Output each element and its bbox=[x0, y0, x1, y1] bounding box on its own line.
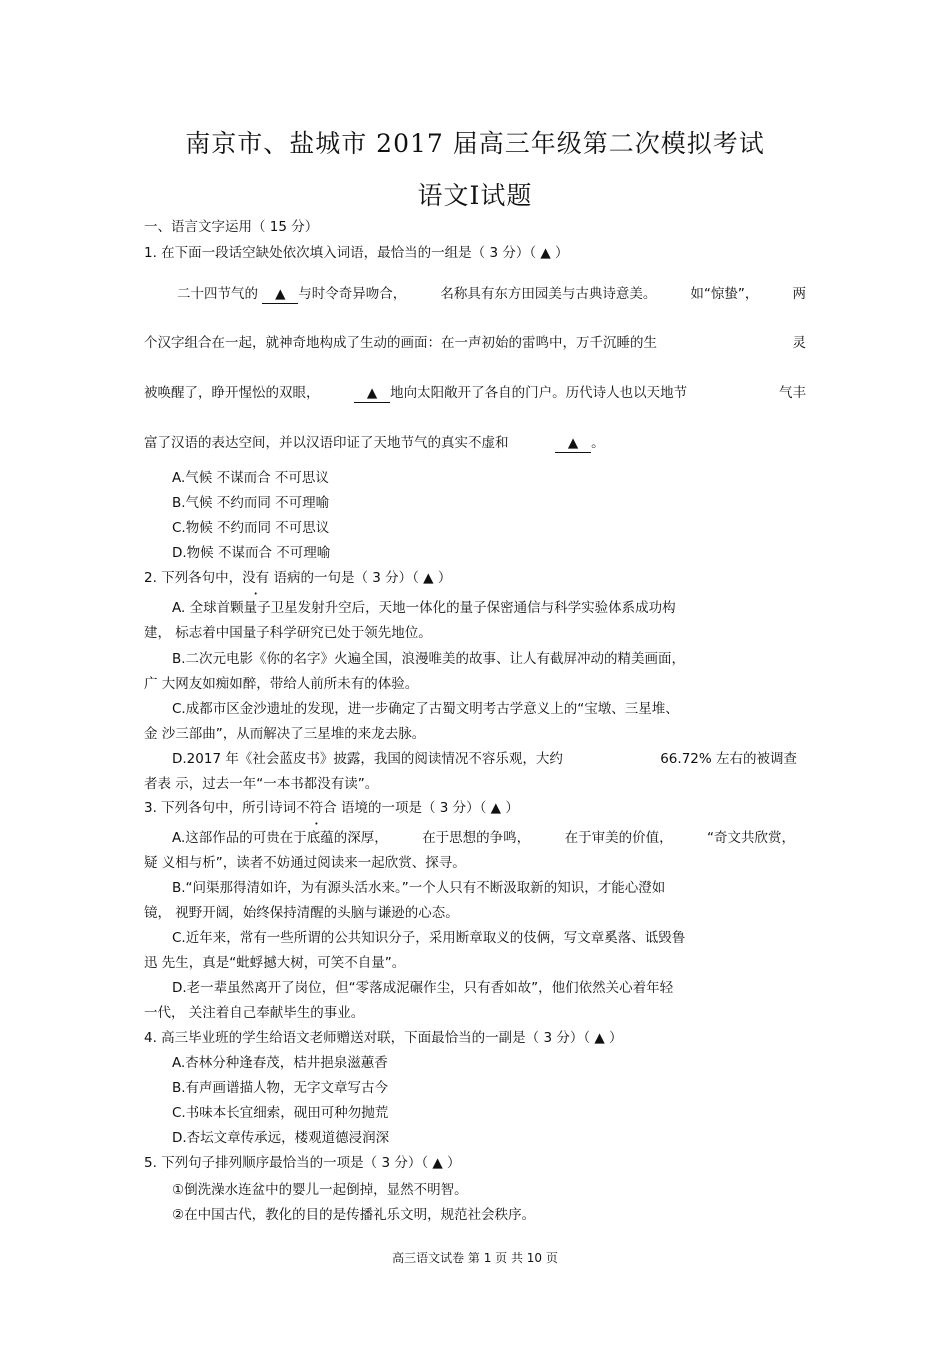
q3-option-d-line-1: D.老一辈虽然离开了岗位，但“零落成泥碾作尘，只有香如故”，他们依然关心着年轻 bbox=[172, 980, 674, 996]
page-footer: 高三语文试卷 第 1 页 共 10 页 bbox=[392, 1251, 558, 1265]
q4-option-b: B.有声画谱描人物，无字文章写古今 bbox=[172, 1080, 389, 1096]
q2-option-b-line-2: 广 大网友如痴如醉，带给人前所未有的体验。 bbox=[144, 676, 419, 692]
q5-sentence-2: ②在中国古代，教化的目的是传播礼乐文明，规范社会秩序。 bbox=[172, 1207, 536, 1223]
q2-option-a-line-1: A. 全球首颗量子卫星发射升空后，天地一体化的量子保密通信与科学实验体系成功构 bbox=[172, 600, 676, 616]
q4-option-d: D.杏坛文章传承远，楼观道德浸润深 bbox=[172, 1130, 390, 1146]
q1-text: 二十四节气的 bbox=[177, 286, 258, 302]
answer-blank-2: ▲ bbox=[354, 384, 390, 403]
q1-text: 富了汉语的表达空间，并以汉语印证了天地节气的真实不虚和 bbox=[144, 435, 509, 451]
q3-text: “奇文共欣赏， bbox=[706, 830, 795, 846]
answer-blank-3: ▲ bbox=[555, 434, 591, 453]
q1-text: 如“惊蛰”， bbox=[690, 286, 759, 302]
q2-option-c-line-1: C.成都市区金沙遗址的发现，进一步确定了古蜀文明考古学意义上的“宝墩、三星堆、 bbox=[172, 701, 679, 717]
q1-text: 被唤醒了，睁开惺忪的双眼， bbox=[144, 385, 320, 401]
q2-text: 66.72% 左右的被调查 bbox=[660, 751, 797, 767]
q1-text: 个汉字组合在一起，就神奇地构成了生动的画面：在一声初始的雷鸣中，万千沉睡的生 bbox=[144, 335, 657, 351]
q3-text: 在于审美的价值， bbox=[564, 830, 673, 846]
q1-passage-line-1 bbox=[144, 285, 806, 304]
q4-option-a: A.杏林分种逢春茂，桔井挹泉滋蕙香 bbox=[172, 1055, 388, 1071]
q2-option-d-line-1 bbox=[172, 750, 797, 768]
question-4-stem: 4. 高三毕业班的学生给语文老师赠送对联，下面最恰当的一副是（ 3 分）（ ▲ ） bbox=[144, 1030, 623, 1046]
emphasis-text: 不符合 bbox=[296, 800, 337, 816]
q2-text: D.2017 年《社会蓝皮书》披露，我国的阅读情况不容乐观，大约 bbox=[172, 751, 563, 767]
q1-option-c: C.物候 不约而同 不可思议 bbox=[172, 520, 330, 536]
q3-stem-text: 语境的一项是（ 3 分）（ ▲ ） bbox=[336, 800, 519, 816]
q2-stem-text: 语病的一句是（ 3 分）（ ▲ ） bbox=[269, 570, 452, 586]
q1-option-b: B.气候 不约而同 不可理喻 bbox=[172, 495, 330, 511]
emphasis-text: 没有 bbox=[242, 570, 270, 586]
q1-passage-line-2 bbox=[144, 334, 806, 352]
q1-option-d: D.物候 不谋而合 不可理喻 bbox=[172, 545, 331, 561]
q3-option-c-line-1: C.近年来，常有一些所谓的公共知识分子，采用断章取义的伎俩，写文章奚落、诋毁鲁 bbox=[172, 930, 686, 946]
section-heading: 一、语言文字运用（ 15 分） bbox=[144, 219, 319, 235]
q1-text: 名称具有东方田园美与古典诗意美。 bbox=[440, 286, 657, 302]
q3-stem-text: 3. 下列各句中，所引诗词 bbox=[144, 800, 297, 816]
exam-subtitle: 语文Ⅰ试题 bbox=[417, 181, 533, 210]
q3-option-a-line-1 bbox=[172, 829, 795, 847]
q3-option-d-line-2: 一代， 关注着自己奉献毕生的事业。 bbox=[144, 1005, 365, 1021]
question-2-stem bbox=[144, 569, 451, 587]
q1-text: 灵 bbox=[792, 335, 806, 351]
q1-option-a: A.气候 不谋而合 不可思议 bbox=[172, 470, 329, 486]
exam-title: 南京市、盐城市 2017 届高三年级第二次模拟考试 bbox=[185, 129, 765, 158]
question-5-stem: 5. 下列句子排列顺序最恰当的一项是（ 3 分）（ ▲ ） bbox=[144, 1155, 461, 1171]
answer-blank-1: ▲ bbox=[262, 285, 298, 304]
q2-stem-text: 2. 下列各句中， bbox=[144, 570, 243, 586]
q3-option-a-line-2: 疑 义相与析”，读者不妨通过阅读来一起欣赏、探寻。 bbox=[144, 855, 466, 871]
question-1-stem: 1. 在下面一段话空缺处依次填入词语，最恰当的一组是（ 3 分）（ ▲ ） bbox=[144, 245, 569, 261]
q2-option-b-line-1: B.二次元电影《你的名字》火遍全国，浪漫唯美的故事、让人有截屏冲动的精美画面， bbox=[172, 651, 686, 667]
q2-option-c-line-2: 金 沙三部曲”，从而解决了三星堆的来龙去脉。 bbox=[144, 726, 426, 742]
q1-passage-line-4 bbox=[144, 434, 806, 453]
q5-sentence-1: ①倒洗澡水连盆中的婴儿一起倒掉，显然不明智。 bbox=[172, 1182, 468, 1198]
q2-option-d-line-2: 者表 示，过去一年“一本书都没有读”。 bbox=[144, 776, 379, 792]
q3-option-b-line-2: 镜， 视野开阔，始终保持清醒的头脑与谦逊的心态。 bbox=[144, 905, 459, 921]
q3-text: 在于思想的争鸣， bbox=[422, 830, 531, 846]
q1-text: 两 bbox=[792, 286, 806, 302]
question-3-stem bbox=[144, 799, 519, 817]
q3-option-c-line-2: 迅 先生，真是“蚍蜉撼大树，可笑不自量”。 bbox=[144, 955, 406, 971]
q1-text: 与时令奇异吻合， bbox=[298, 286, 407, 302]
q3-text: A.这部作品的可贵在于底蕴的深厚， bbox=[172, 830, 388, 846]
q3-option-b-line-1: B.“问渠那得清如许，为有源头活水来。”一个人只有不断汲取新的知识，才能心澄如 bbox=[172, 880, 666, 896]
q2-option-a-line-2: 建， 标志着中国量子科学研究已处于领先地位。 bbox=[144, 625, 432, 641]
q1-text: 地向太阳敞开了各自的门户。历代诗人也以天地节 bbox=[390, 385, 688, 401]
q1-text: 。 bbox=[591, 435, 605, 451]
q1-passage-line-3 bbox=[144, 384, 806, 403]
q1-text: 气丰 bbox=[779, 385, 806, 401]
q4-option-c: C.书味本长宜细索，砚田可种勿抛荒 bbox=[172, 1105, 389, 1121]
